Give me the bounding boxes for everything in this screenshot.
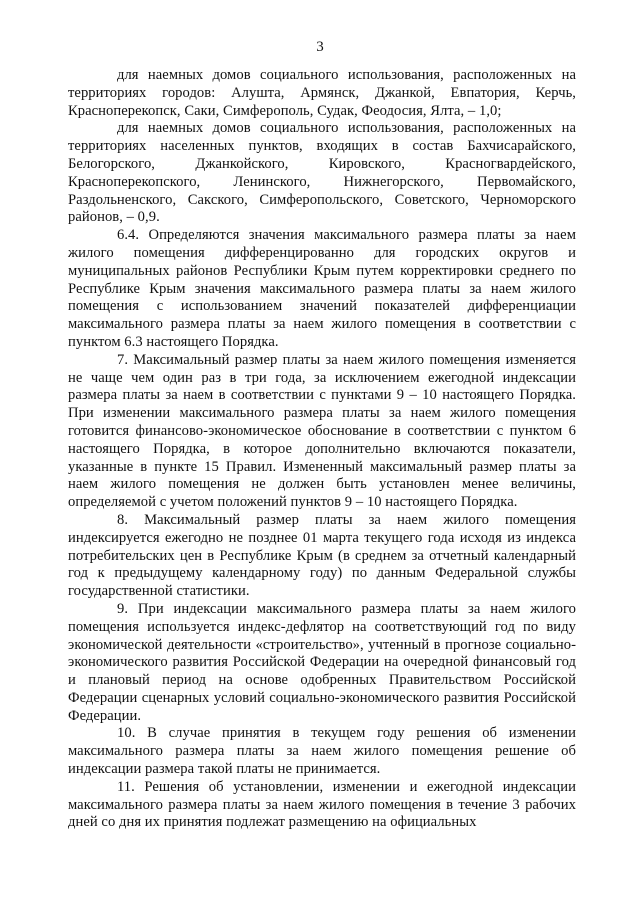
paragraph-10: 10. В случае принятия в текущем году решения об изменении максимального размера платы за наем жилого помещения решение об индексации размера такой платы не принимается. [68, 725, 576, 778]
paragraph-8: 8. Максимальный размер платы за наем жилого помещения индексируется ежегодно не позднее 01 марта текущего года исходя из индекса потребительских цен в Республике Крым (в среднем за отчетный календарный год к предыдущему календарному году) по данным Федеральной службы государственной статистики. [68, 511, 576, 600]
paragraph-cities-coefficient: для наемных домов социального использования, расположенных на территориях городов: Алушта, Армянск, Джанкой, Евпатория, Керчь, Красноперекопск, Саки, Симферополь, Судак, Феодосия, Ялта, – 1,0; [68, 67, 576, 119]
paragraph-7: 7. Максимальный размер платы за наем жилого помещения изменяется не чаще чем один раз в три года, за исключением ежегодной индексации размера платы за наем в соответствии с пунктами 9 – 10 настоящего Порядка. При изменении максимального размера платы за наем жилого помещения готовится финансово-экономическое обоснование в соответствии с пунктом 6 настоящего Порядка, в которое дополнительно включаются показатели, указанные в пункте 15 Правил. Измененный максимальный размер платы за наем жилого помещения не должен быть установлен менее величины, определяемой с учетом положений пунктов 9 – 10 настоящего Порядка. [68, 351, 576, 511]
page-number: 3 [316, 39, 324, 55]
paragraph-6-4: 6.4. Определяются значения максимального размера платы за наем жилого помещения дифференцированно для городских округов и муниципальных районов Республики Крым путем корректировки среднего по Республике Крым значения максимального размера платы за наем жилого помещения с использованием значений показателей дифференциации максимального размера платы за наем жилого помещения в соответствии с пунктом 6.3 настоящего Порядка. [68, 227, 576, 350]
document-body [68, 67, 576, 832]
paragraph-districts-coefficient: для наемных домов социального использования, расположенных на территориях населенных пунктов, входящих в состав Бахчисарайского, Белогорского, Джанкойского, Кировского, Красногвардейского, Красноперекопского, Ленинского, Нижнегорского, Первомайского, Раздольненского, Сакского, Симферопольского, Советского, Черноморского районов, – 0,9. [68, 120, 576, 226]
paragraph-11: 11. Решения об установлении, изменении и ежегодной индексации максимального размера платы за наем жилого помещения в течение 3 рабочих дней со дня их принятия подлежат размещению на официальных [68, 778, 576, 831]
paragraph-9: 9. При индексации максимального размера платы за наем жилого помещения используется индекс-дефлятор на соответствующий год по виду экономической деятельности «строительство», учтенный в прогнозе социально-экономического развития Российской Федерации на очередной финансовый год и плановый период на основе одобренных Правительством Российской Федерации сценарных условий социально-экономического развития Российской Федерации. [68, 600, 576, 724]
